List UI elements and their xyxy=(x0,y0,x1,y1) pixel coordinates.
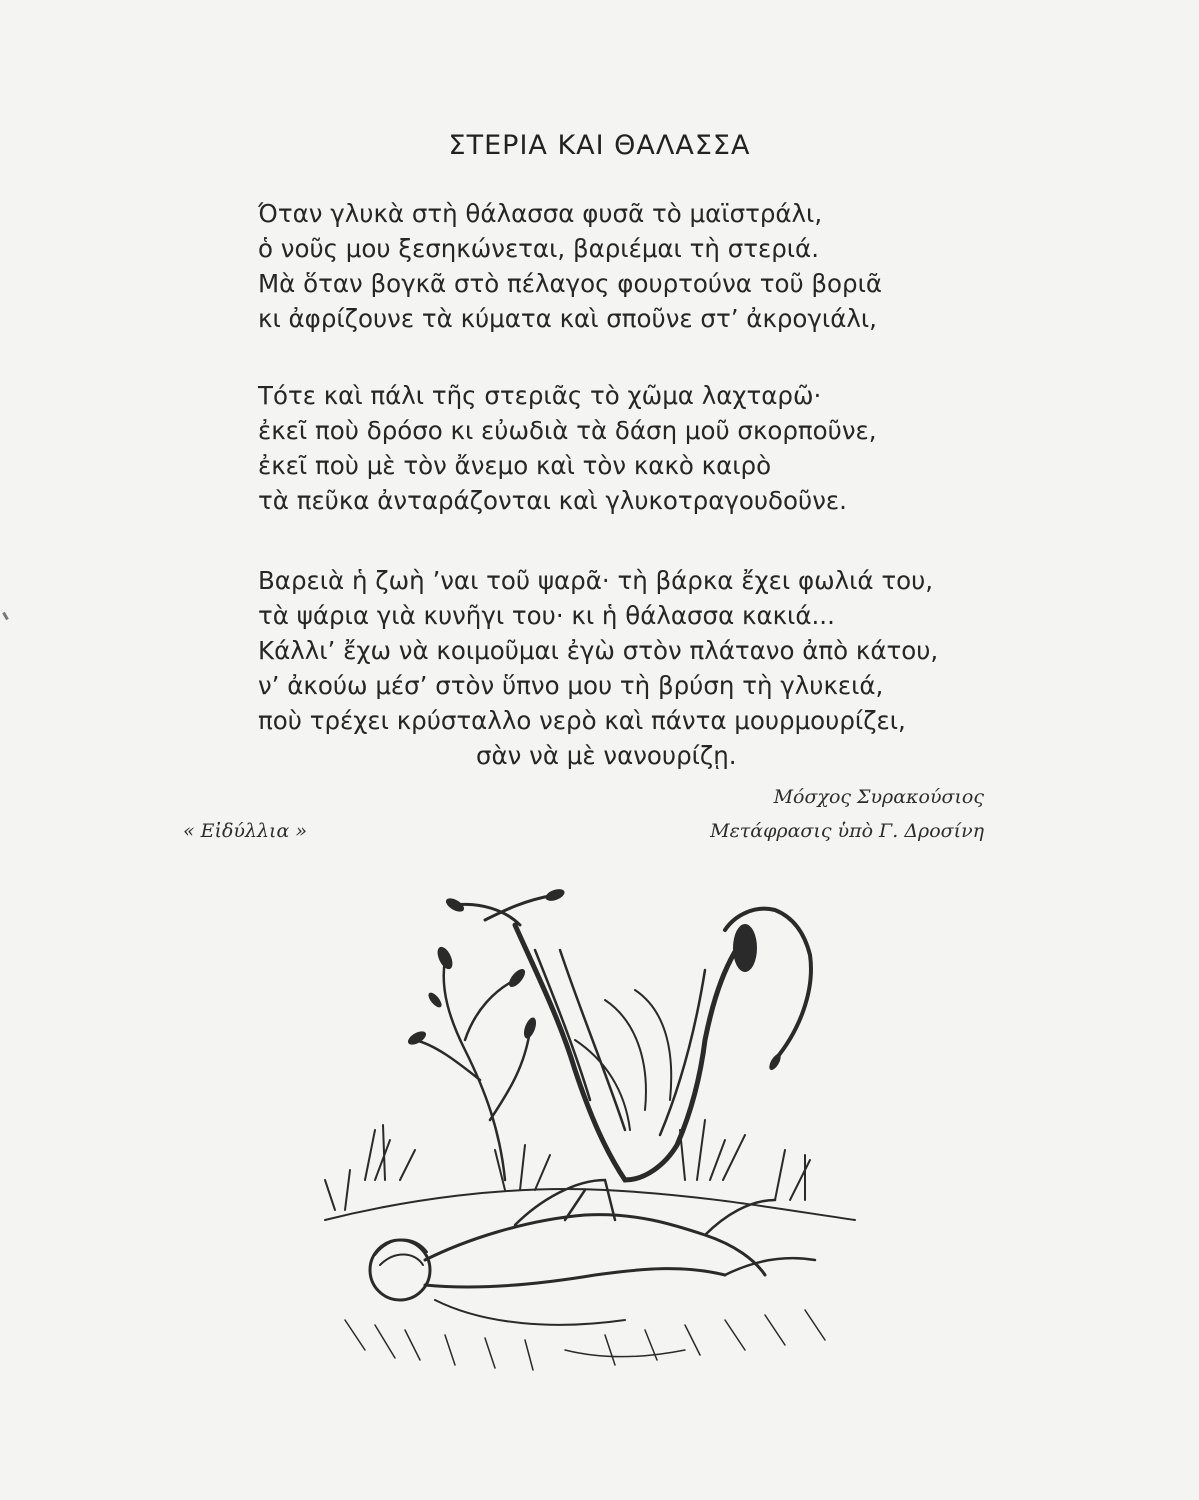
grass xyxy=(325,1120,810,1210)
stray-mark xyxy=(2,612,9,620)
ground-hatching xyxy=(345,1310,825,1370)
poem-title: ΣΤΕΡΙΑ ΚΑΙ ΘΑΛΑΣΣΑ xyxy=(448,130,751,161)
verse-line: Όταν γλυκὰ στὴ θάλασσα φυσᾶ τὸ μαϊστράλι, xyxy=(258,199,823,228)
verse-line: κι ἀφρίζουνε τὰ κύματα καὶ σποῦνε στ’ ἀκρογιάλι, xyxy=(258,304,877,333)
verse-line: σὰν νὰ μὲ νανουρίζῃ. xyxy=(476,741,737,770)
verse-line: Βαρειὰ ἡ ζωὴ ’ναι τοῦ ψαρᾶ· τὴ βάρκα ἔχει φωλιά του, xyxy=(258,566,934,595)
stanza xyxy=(258,196,1058,336)
verse-line: ν’ ἀκούω μέσ’ στὸν ὕπνο μου τὴ βρύση τὴ γλυκειά, xyxy=(258,671,884,700)
verse-line: Τότε καὶ πάλι τῆς στεριᾶς τὸ χῶμα λαχταρῶ· xyxy=(258,381,822,410)
verse-line: ἐκεῖ ποὺ δρόσο κι εὐωδιὰ τὰ δάση μοῦ σκορποῦνε, xyxy=(258,416,877,445)
verse-line: Μὰ ὅταν βογκᾶ στὸ πέλαγος φουρτούνα τοῦ βοριᾶ xyxy=(258,269,883,298)
illustration-sleeping-figure-under-tree xyxy=(305,880,875,1380)
verse-line: Κάλλι’ ἔχω νὰ κοιμοῦμαι ἐγὼ στὸν πλάτανο ἀπὸ κάτου, xyxy=(258,636,939,665)
stanza xyxy=(258,378,1058,518)
verse-line: τὰ πεῦκα ἀνταράζονται καὶ γλυκοτραγουδοῦνε. xyxy=(258,486,847,515)
verse-line: ποὺ τρέχει κρύσταλλο νερὸ καὶ πάντα μουρμουρίζει, xyxy=(258,706,906,735)
translator-attribution: Μετάφρασις ὑπὸ Γ. Δροσίνη xyxy=(710,820,984,842)
verse-line: τὰ ψάρια γιὰ κυνῆγι του· κι ἡ θάλασσα κακιά... xyxy=(258,601,835,630)
verse-line: ὁ νοῦς μου ξεσηκώνεται, βαριέμαι τὴ στεριά. xyxy=(258,234,819,263)
sleeping-figure xyxy=(370,1180,815,1325)
stanza xyxy=(258,563,1058,773)
verse-line: ἐκεῖ ποὺ μὲ τὸν ἄνεμο καὶ τὸν κακὸ καιρὸ xyxy=(258,451,772,480)
author-attribution: Μόσχος Συρακούσιος xyxy=(773,786,984,808)
tree-knot xyxy=(733,924,757,972)
source-title: « Εἰδύλλια » xyxy=(183,820,308,842)
tree-trunk xyxy=(515,925,750,1180)
